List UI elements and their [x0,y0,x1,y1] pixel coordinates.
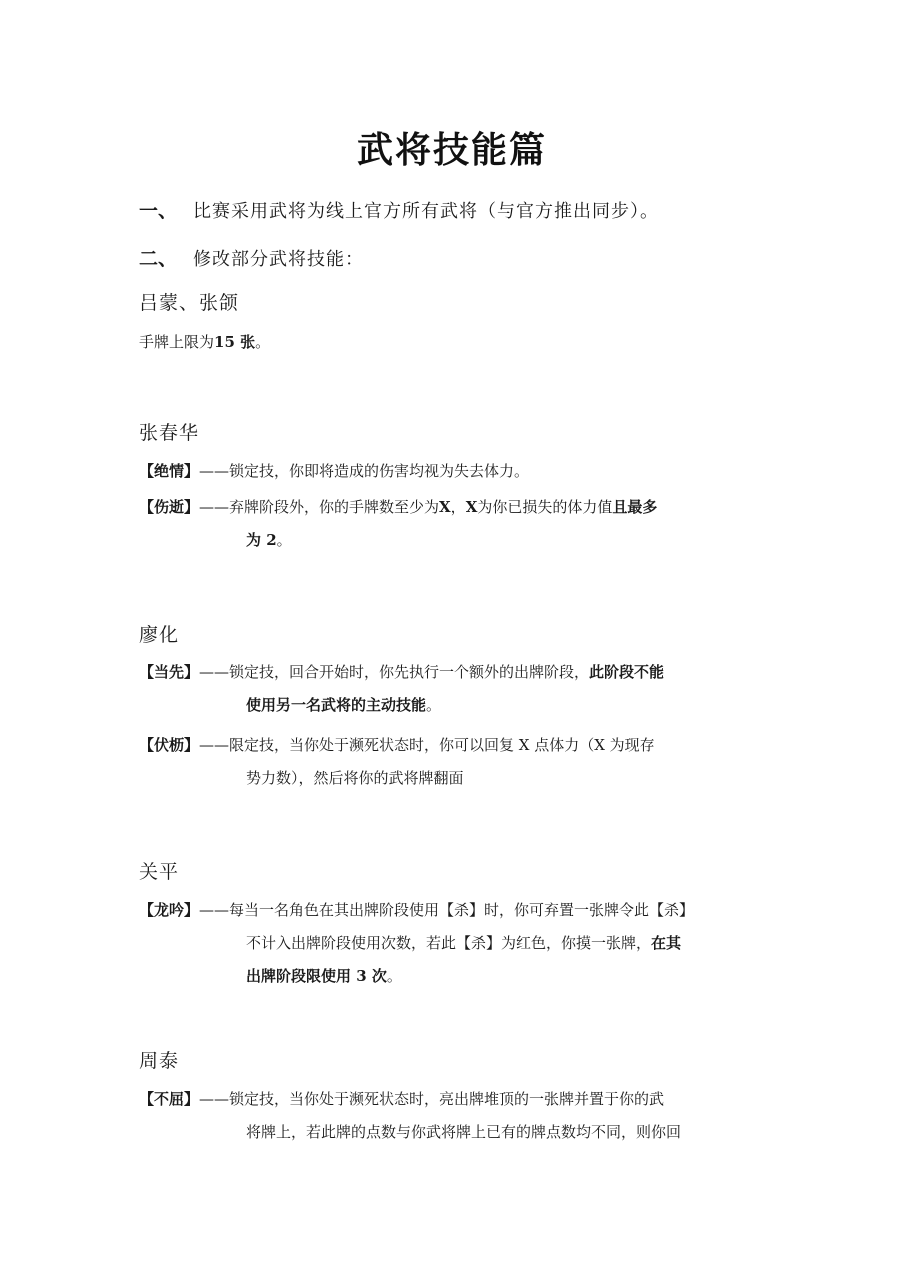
line-text: 手牌上限为 [139,333,215,351]
item-number: 一、 [139,200,178,222]
section-heading-zhangchunhua: 张春华 [139,422,200,444]
skill-continuation: 将牌上，若此牌的点数与你武将牌上已有的牌点数均不同，则你回 [246,1123,682,1141]
skill-jueqing [139,455,771,488]
skill-dash: —— [199,663,230,681]
skill-dangxian [139,656,771,722]
skill-continuation: 使用另一名武将的主动技能。 [246,696,442,714]
skill-name: 【伏枥】 [139,736,200,754]
skill-fuli [139,729,771,795]
skill-name: 【不屈】 [139,1090,200,1108]
skill-buqu [139,1083,771,1149]
section-heading-liaohua: 廖化 [139,624,180,646]
skill-name: 【伤逝】 [139,498,200,516]
section-line-lvmeng [139,331,270,352]
skill-description: 限定技，当你处于濒死状态时，你可以回复 X 点体力（X 为现存 [229,736,655,754]
skill-name: 【当先】 [139,663,200,681]
item-text: 修改部分武将技能： [193,249,364,270]
line-end: 。 [255,333,271,351]
list-item-2 [139,244,364,271]
skill-description: 锁定技，当你处于濒死状态时，亮出牌堆顶的一张牌并置于你的武 [229,1090,665,1108]
skill-shangshi [139,491,771,557]
line-bold-text: 15 张 [214,333,256,351]
list-item-1 [139,196,659,223]
section-heading-lvmeng: 吕蒙、张颌 [139,292,240,314]
skill-longyin [139,894,771,993]
skill-dash: —— [199,901,230,919]
skill-dash: —— [199,498,230,516]
item-text: 比赛采用武将为线上官方所有武将（与官方推出同步）。 [193,201,659,222]
page-title: 武将技能篇 [356,130,547,171]
skill-description: 锁定技，回合开始时，你先执行一个额外的出牌阶段，此阶段不能 [229,663,665,681]
skill-description: 弃牌阶段外，你的手牌数至少为X，X为你已损失的体力值且最多 [229,498,658,516]
skill-dash: —— [199,1090,230,1108]
skill-description: 每当一名角色在其出牌阶段使用【杀】时，你可弃置一张牌令此【杀】 [229,901,695,919]
skill-continuation: 出牌阶段限使用 3 次。 [246,967,402,985]
skill-name: 【龙吟】 [139,901,200,919]
skill-name: 【绝情】 [139,462,200,480]
skill-continuation: 不计入出牌阶段使用次数，若此【杀】为红色，你摸一张牌，在其 [246,934,682,952]
section-heading-zhoutai: 周泰 [139,1050,180,1072]
section-heading-guanping: 关平 [139,861,180,883]
item-number: 二、 [139,248,178,270]
skill-description: 锁定技，你即将造成的伤害均视为失去体力。 [229,462,530,480]
skill-continuation: 势力数），然后将你的武将牌翻面 [246,769,464,787]
skill-dash: —— [199,462,230,480]
skill-continuation: 为 2。 [246,531,292,549]
skill-dash: —— [199,736,230,754]
